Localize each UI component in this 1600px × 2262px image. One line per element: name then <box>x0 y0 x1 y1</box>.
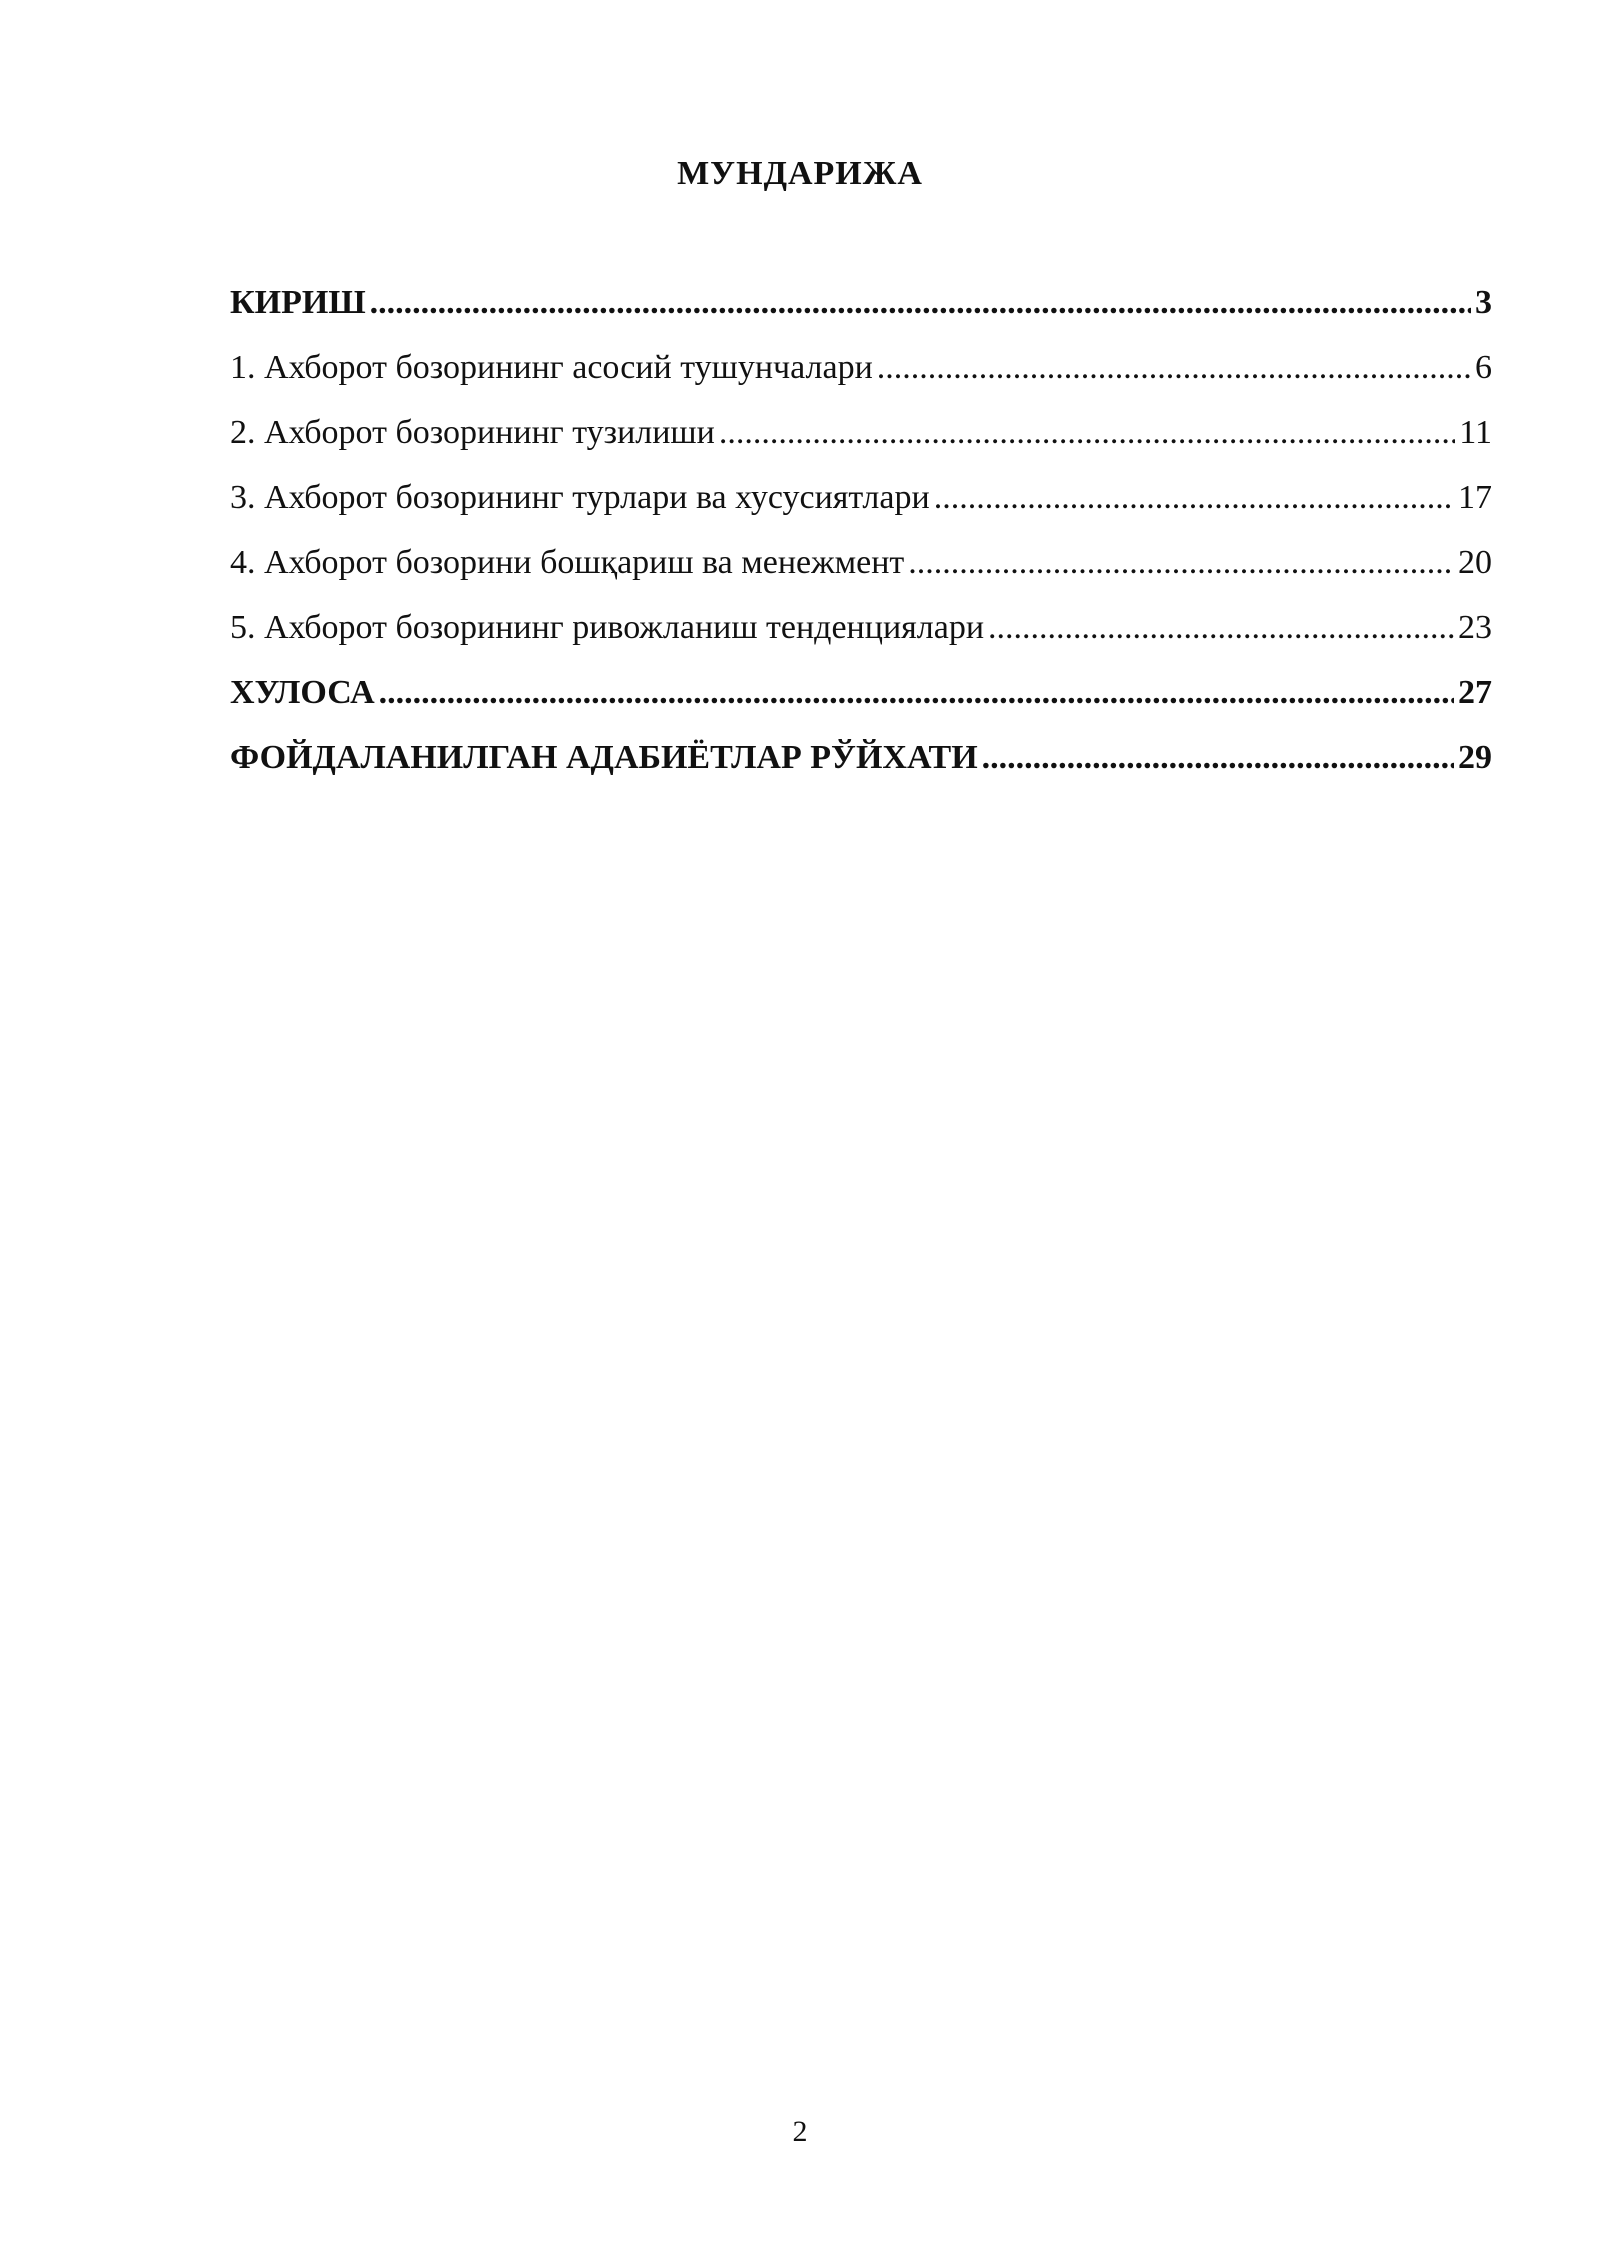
toc-entry-page-number: 6 <box>1475 349 1492 386</box>
toc-entry-page-number: 11 <box>1459 414 1492 451</box>
toc-dot-leader <box>379 669 1454 717</box>
toc-dot-leader <box>719 409 1455 457</box>
toc-entry-title: 1. Ахборот бозорининг асосий тушунчалари <box>230 349 873 386</box>
toc-entry-chapter-1[interactable] <box>230 344 1492 409</box>
toc-entry-title: 4. Ахборот бозорини бошқариш ва менежмент <box>230 544 905 581</box>
toc-entry-title: 3. Ахборот бозорининг турлари ва хусусиятлари <box>230 479 930 516</box>
toc-entry-title: КИРИШ <box>230 284 366 321</box>
toc-entry-title: ФОЙДАЛАНИЛГАН АДАБИЁТЛАР РЎЙХАТИ <box>230 739 978 776</box>
toc-entry-page-number: 27 <box>1458 674 1492 711</box>
toc-entry-introduction[interactable] <box>230 279 1492 344</box>
toc-dot-leader <box>908 539 1454 587</box>
toc-entry-chapter-5[interactable] <box>230 604 1492 669</box>
toc-entry-page-number: 23 <box>1458 609 1492 646</box>
toc-entry-conclusion[interactable] <box>230 669 1492 734</box>
toc-entry-page-number: 20 <box>1458 544 1492 581</box>
toc-entry-chapter-4[interactable] <box>230 539 1492 604</box>
toc-entry-title: ХУЛОСА <box>230 674 375 711</box>
toc-entry-title: 2. Ахборот бозорининг тузилиши <box>230 414 715 451</box>
toc-dot-leader <box>877 344 1471 392</box>
toc-dot-leader <box>982 734 1454 782</box>
toc-entry-chapter-3[interactable] <box>230 474 1492 539</box>
toc-entry-page-number: 3 <box>1475 284 1492 321</box>
toc-entry-page-number: 29 <box>1458 739 1492 776</box>
toc-entry-title: 5. Ахборот бозорининг ривожланиш тенденциялари <box>230 609 985 646</box>
table-of-contents <box>230 279 1492 799</box>
page-number: 2 <box>792 2115 808 2148</box>
toc-entry-page-number: 17 <box>1458 479 1492 516</box>
toc-dot-leader <box>370 279 1471 327</box>
toc-entry-chapter-2[interactable] <box>230 409 1492 474</box>
page-title: МУНДАРИЖА <box>677 155 923 192</box>
toc-dot-leader <box>988 604 1454 652</box>
toc-dot-leader <box>934 474 1454 522</box>
toc-entry-references[interactable] <box>230 734 1492 799</box>
